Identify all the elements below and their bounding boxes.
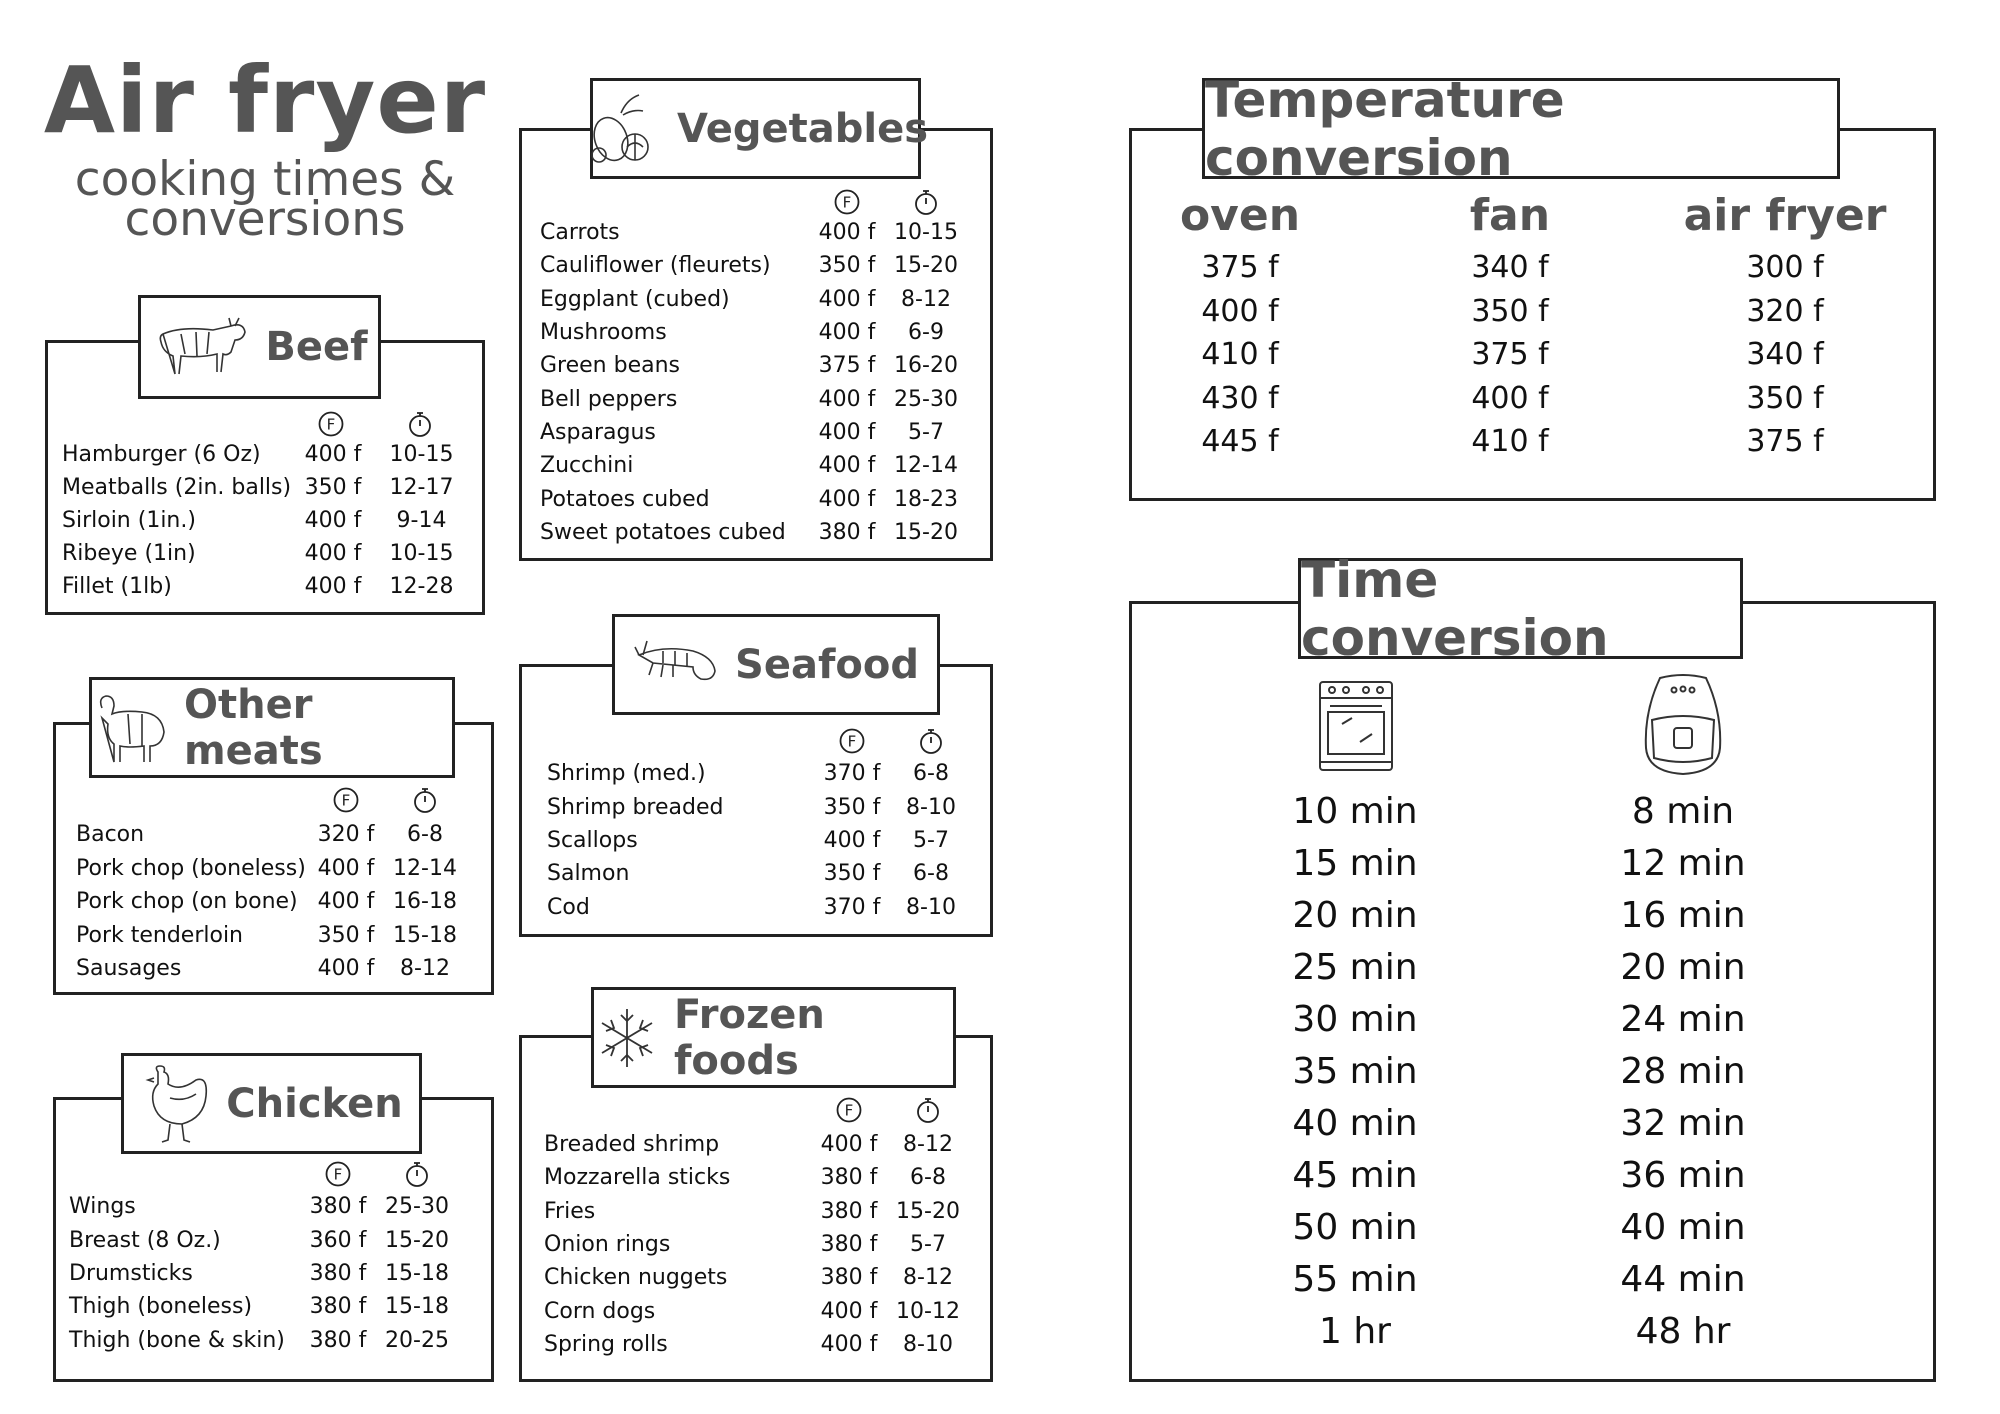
- time-value: 45 min: [1292, 1155, 1418, 1196]
- food-name: Potatoes cubed: [540, 486, 710, 512]
- cook-temp: 350 f: [823, 794, 881, 820]
- table-row: [76, 885, 475, 919]
- food-name: Mozzarella sticks: [544, 1165, 731, 1191]
- food-name: Cod: [547, 894, 590, 920]
- stopwatch-icon: [367, 1160, 467, 1188]
- temp-value: 400 f: [1471, 380, 1549, 416]
- snowflake-icon: [594, 1005, 660, 1071]
- time-value: 36 min: [1620, 1155, 1746, 1196]
- table-row: [547, 790, 981, 823]
- fahrenheit-icon: [317, 786, 375, 814]
- food-name: Pork tenderloin: [76, 922, 243, 948]
- cook-temp: 400 f: [818, 419, 876, 445]
- food-name: Salmon: [547, 861, 630, 887]
- table-row: [69, 1290, 467, 1323]
- table-row: [544, 1328, 978, 1361]
- temp-value: 410 f: [1471, 424, 1549, 459]
- table-row: [540, 482, 976, 515]
- cook-time: 8-10: [906, 894, 956, 920]
- svg-text:F: F: [333, 1165, 343, 1184]
- temp-fan-header: fan: [1469, 190, 1551, 241]
- time-value: 10 min: [1292, 791, 1418, 832]
- food-name: Fillet (1lb): [62, 574, 172, 599]
- temp-value: 400 f: [1201, 293, 1279, 329]
- svg-text:F: F: [844, 1101, 854, 1120]
- svg-text:F: F: [847, 732, 857, 751]
- beef-table: [62, 438, 479, 603]
- temp-value: 375 f: [1746, 424, 1824, 459]
- temp-value: 375 f: [1471, 337, 1549, 372]
- table-row: [544, 1195, 978, 1228]
- chicken-header: [121, 1053, 422, 1154]
- cook-time: 10-15: [389, 442, 454, 467]
- cook-time: 9-14: [396, 508, 447, 533]
- cook-temp: 380 f: [818, 519, 876, 545]
- frozen-foods-table: [544, 1128, 978, 1361]
- table-row: [540, 316, 976, 349]
- cook-time: 15-18: [393, 922, 457, 948]
- cook-time: 16-18: [393, 889, 457, 915]
- food-name: Wings: [69, 1194, 136, 1220]
- time-value: 1 hr: [1319, 1311, 1391, 1352]
- time-value: 24 min: [1620, 999, 1746, 1040]
- food-name: Spring rolls: [544, 1331, 668, 1357]
- table-row: [540, 416, 976, 449]
- stopwatch-icon: [876, 188, 976, 216]
- table-row: [540, 449, 976, 482]
- vegetables-title: Vegetables: [676, 105, 929, 152]
- time-value: 28 min: [1620, 1051, 1746, 1092]
- cook-time: 15-20: [896, 1198, 960, 1224]
- food-name: Drumsticks: [69, 1260, 193, 1286]
- temp-value: 340 f: [1746, 337, 1824, 372]
- cook-temp: 400 f: [304, 442, 362, 467]
- temp-air-fryer-column: [1670, 190, 1900, 464]
- food-name: Mushrooms: [540, 320, 667, 346]
- table-row: [544, 1261, 978, 1294]
- fahrenheit-icon: [309, 1160, 367, 1188]
- stopwatch-icon: [362, 410, 477, 438]
- vegetables-column-icons: [818, 188, 976, 216]
- cook-time: 20-25: [385, 1327, 449, 1353]
- svg-text:F: F: [341, 791, 351, 810]
- cook-temp: 380 f: [820, 1165, 878, 1191]
- cook-temp: 400 f: [304, 508, 362, 533]
- food-name: Cauliflower (fleurets): [540, 253, 771, 279]
- temp-value: 445 f: [1201, 424, 1279, 459]
- cook-time: 5-7: [908, 419, 944, 445]
- frozen-foods-title: Frozen foods: [674, 991, 825, 1084]
- other-meats-header: [89, 677, 455, 778]
- svg-text:F: F: [326, 415, 336, 434]
- food-name: Sausages: [76, 956, 182, 982]
- table-row: [76, 919, 475, 953]
- stopwatch-icon: [881, 727, 981, 755]
- food-name: Bacon: [76, 822, 145, 848]
- table-row: [547, 891, 981, 924]
- chicken-table: [69, 1190, 467, 1357]
- cook-time: 8-12: [400, 956, 450, 982]
- chicken-column-icons: [309, 1160, 467, 1188]
- table-row: [547, 857, 981, 890]
- time-value: 12 min: [1620, 843, 1746, 884]
- cook-time: 15-18: [385, 1260, 449, 1286]
- cook-temp: 400 f: [304, 541, 362, 566]
- cook-temp: 380 f: [820, 1265, 878, 1291]
- fahrenheit-icon: [820, 1096, 878, 1124]
- table-row: [540, 516, 976, 549]
- fahrenheit-icon: [300, 410, 362, 438]
- temp-oven-column: [1170, 190, 1310, 464]
- subtitle-line-1: cooking times &: [74, 152, 456, 207]
- food-name: Shrimp (med.): [547, 761, 706, 787]
- cook-time: 15-18: [385, 1294, 449, 1320]
- page-title: Air fryer: [43, 47, 487, 154]
- food-name: Bell peppers: [540, 386, 678, 412]
- cook-time: 15-20: [385, 1227, 449, 1253]
- table-row: [62, 471, 479, 504]
- cook-time: 15-20: [894, 519, 958, 545]
- cook-time: 5-7: [913, 827, 949, 853]
- time-value: 30 min: [1292, 999, 1418, 1040]
- seafood-column-icons: [823, 727, 981, 755]
- food-name: Sirloin (1in.): [62, 508, 196, 533]
- beef-title: Beef: [265, 324, 368, 370]
- cow-icon: [151, 312, 251, 382]
- cook-time: 10-12: [896, 1298, 960, 1324]
- time-value: 8 min: [1631, 791, 1735, 832]
- cook-temp: 380 f: [309, 1294, 367, 1320]
- cook-temp: 350 f: [317, 922, 375, 948]
- stopwatch-icon: [375, 786, 475, 814]
- cook-time: 6-8: [910, 1165, 946, 1191]
- food-name: Sweet potatoes cubed: [540, 519, 786, 545]
- cook-temp: 400 f: [818, 220, 876, 246]
- sheep-icon: [92, 688, 170, 768]
- cook-temp: 320 f: [317, 822, 375, 848]
- food-name: Hamburger (6 Oz): [62, 442, 261, 467]
- cook-time: 6-8: [913, 761, 949, 787]
- cook-temp: 400 f: [818, 320, 876, 346]
- seafood-title: Seafood: [735, 641, 919, 688]
- temp-value: 430 f: [1201, 380, 1279, 416]
- food-name: Carrots: [540, 220, 620, 246]
- table-row: [69, 1257, 467, 1290]
- food-name: Ribeye (1in): [62, 541, 196, 566]
- temperature-header: [1202, 70, 1840, 187]
- food-name: Breaded shrimp: [544, 1132, 720, 1158]
- subtitle-line-2: conversions: [124, 192, 406, 247]
- time-value: 40 min: [1292, 1103, 1418, 1144]
- time-value: 15 min: [1292, 843, 1418, 884]
- table-row: [69, 1223, 467, 1256]
- cook-time: 12-28: [389, 574, 454, 599]
- chicken-icon: [140, 1062, 212, 1146]
- cook-time: 12-17: [389, 475, 454, 500]
- cook-temp: 400 f: [818, 286, 876, 312]
- cook-time: 6-8: [913, 861, 949, 887]
- time-value: 35 min: [1292, 1051, 1418, 1092]
- table-row: [547, 824, 981, 857]
- seafood-table: [547, 757, 981, 924]
- svg-text:F: F: [842, 193, 852, 212]
- cook-time: 8-12: [903, 1265, 953, 1291]
- temp-value: 300 f: [1746, 250, 1824, 285]
- time-value: 16 min: [1620, 895, 1746, 936]
- other-meats-title: Other meats: [184, 681, 323, 774]
- cook-temp: 400 f: [818, 386, 876, 412]
- cook-time: 15-20: [894, 253, 958, 279]
- table-row: [76, 818, 475, 852]
- table-row: [544, 1294, 978, 1327]
- vegetables-table: [540, 216, 976, 549]
- temp-oven-header: oven: [1179, 190, 1301, 241]
- cook-time: 10-15: [389, 541, 454, 566]
- cook-temp: 380 f: [820, 1232, 878, 1258]
- time-value: 50 min: [1292, 1207, 1418, 1248]
- table-row: [69, 1190, 467, 1223]
- table-row: [540, 349, 976, 382]
- cook-temp: 380 f: [309, 1327, 367, 1353]
- beef-header: [138, 295, 381, 399]
- oven-icon: [1316, 678, 1396, 778]
- cook-temp: 375 f: [818, 353, 876, 379]
- table-row: [540, 283, 976, 316]
- time-value: 55 min: [1292, 1259, 1418, 1300]
- time-value: 25 min: [1292, 947, 1418, 988]
- food-name: Pork chop (boneless): [76, 855, 306, 881]
- cook-temp: 400 f: [818, 453, 876, 479]
- cook-temp: 370 f: [823, 894, 881, 920]
- other-meats-column-icons: [317, 786, 475, 814]
- cook-time: 16-20: [894, 353, 958, 379]
- time-value: 48 hr: [1635, 1311, 1731, 1352]
- table-row: [62, 438, 479, 471]
- temp-value: 410 f: [1201, 337, 1279, 372]
- food-name: Shrimp breaded: [547, 794, 724, 820]
- cook-time: 6-9: [908, 320, 944, 346]
- temperature-title: Temperature conversion: [1205, 70, 1565, 187]
- food-name: Thigh (bone & skin): [69, 1327, 285, 1353]
- stopwatch-icon: [878, 1096, 978, 1124]
- table-row: [544, 1128, 978, 1161]
- table-row: [76, 952, 475, 986]
- other-meats-table: [76, 818, 475, 986]
- food-name: Meatballs (2in. balls): [62, 475, 292, 500]
- time-value: 32 min: [1620, 1103, 1746, 1144]
- food-name: Zucchini: [540, 453, 634, 479]
- time-value: 20 min: [1292, 895, 1418, 936]
- table-row: [76, 852, 475, 886]
- cook-temp: 350 f: [304, 475, 362, 500]
- frozen-foods-header: [591, 987, 956, 1088]
- cook-temp: 400 f: [820, 1331, 878, 1357]
- cook-time: 18-23: [894, 486, 958, 512]
- page-subtitle: [40, 152, 490, 247]
- table-row: [62, 504, 479, 537]
- food-name: Pork chop (on bone): [76, 889, 298, 915]
- temp-value: 340 f: [1471, 250, 1549, 285]
- cook-temp: 380 f: [309, 1260, 367, 1286]
- cook-temp: 400 f: [317, 956, 375, 982]
- seafood-header: [612, 614, 940, 715]
- air-fryer-icon: [1640, 672, 1726, 782]
- cook-time: 8-10: [903, 1331, 953, 1357]
- cook-temp: 400 f: [304, 574, 362, 599]
- table-row: [62, 537, 479, 570]
- table-row: [540, 382, 976, 415]
- food-name: Breast (8 Oz.): [69, 1227, 221, 1253]
- food-name: Eggplant (cubed): [540, 286, 730, 312]
- table-row: [544, 1228, 978, 1261]
- cook-time: 8-12: [903, 1132, 953, 1158]
- table-row: [544, 1161, 978, 1194]
- cook-temp: 400 f: [820, 1298, 878, 1324]
- cook-time: 25-30: [894, 386, 958, 412]
- vegetables-icon: [583, 89, 663, 169]
- temp-value: 350 f: [1746, 380, 1824, 416]
- table-row: [540, 249, 976, 282]
- beef-column-icons: [300, 410, 477, 438]
- cook-temp: 380 f: [309, 1194, 367, 1220]
- temp-value: 375 f: [1201, 250, 1279, 285]
- cook-time: 6-8: [407, 822, 443, 848]
- cook-time: 5-7: [910, 1232, 946, 1258]
- table-row: [69, 1324, 467, 1357]
- food-name: Fries: [544, 1198, 596, 1224]
- time-header: [1298, 550, 1743, 667]
- food-name: Green beans: [540, 353, 681, 379]
- vegetables-header: [590, 78, 929, 179]
- cook-time: 10-15: [894, 220, 958, 246]
- time-value: 20 min: [1620, 947, 1746, 988]
- time-oven-column: [1225, 786, 1485, 1358]
- time-title: Time conversion: [1301, 550, 1609, 667]
- cook-temp: 400 f: [317, 889, 375, 915]
- time-value: 40 min: [1620, 1207, 1746, 1248]
- chicken-title: Chicken: [226, 1080, 403, 1127]
- food-name: Scallops: [547, 827, 638, 853]
- fahrenheit-icon: [818, 188, 876, 216]
- cook-time: 8-12: [901, 286, 951, 312]
- temp-fan-column: [1440, 190, 1580, 464]
- table-row: [62, 570, 479, 603]
- food-name: Corn dogs: [544, 1298, 656, 1324]
- table-row: [547, 757, 981, 790]
- cook-temp: 400 f: [317, 855, 375, 881]
- cook-time: 25-30: [385, 1194, 449, 1220]
- food-name: Asparagus: [540, 419, 656, 445]
- cook-temp: 360 f: [309, 1227, 367, 1253]
- time-air-fryer-column: [1553, 786, 1813, 1358]
- cook-time: 8-10: [906, 794, 956, 820]
- shrimp-icon: [633, 635, 721, 695]
- cook-temp: 370 f: [823, 761, 881, 787]
- cook-temp: 400 f: [818, 486, 876, 512]
- fahrenheit-icon: [823, 727, 881, 755]
- food-name: Onion rings: [544, 1232, 671, 1258]
- cook-temp: 400 f: [823, 827, 881, 853]
- cook-temp: 380 f: [820, 1198, 878, 1224]
- cook-temp: 400 f: [820, 1132, 878, 1158]
- temp-value: 350 f: [1471, 293, 1549, 329]
- cook-temp: 350 f: [823, 861, 881, 887]
- food-name: Chicken nuggets: [544, 1265, 728, 1291]
- temp-value: 320 f: [1746, 293, 1824, 329]
- cook-temp: 350 f: [818, 253, 876, 279]
- cook-time: 12-14: [894, 453, 958, 479]
- frozen-foods-column-icons: [820, 1096, 978, 1124]
- time-value: 44 min: [1620, 1259, 1746, 1300]
- table-row: [540, 216, 976, 249]
- temp-air-fryer-header: air fryer: [1683, 190, 1887, 241]
- cook-time: 12-14: [393, 855, 457, 881]
- food-name: Thigh (boneless): [69, 1294, 253, 1320]
